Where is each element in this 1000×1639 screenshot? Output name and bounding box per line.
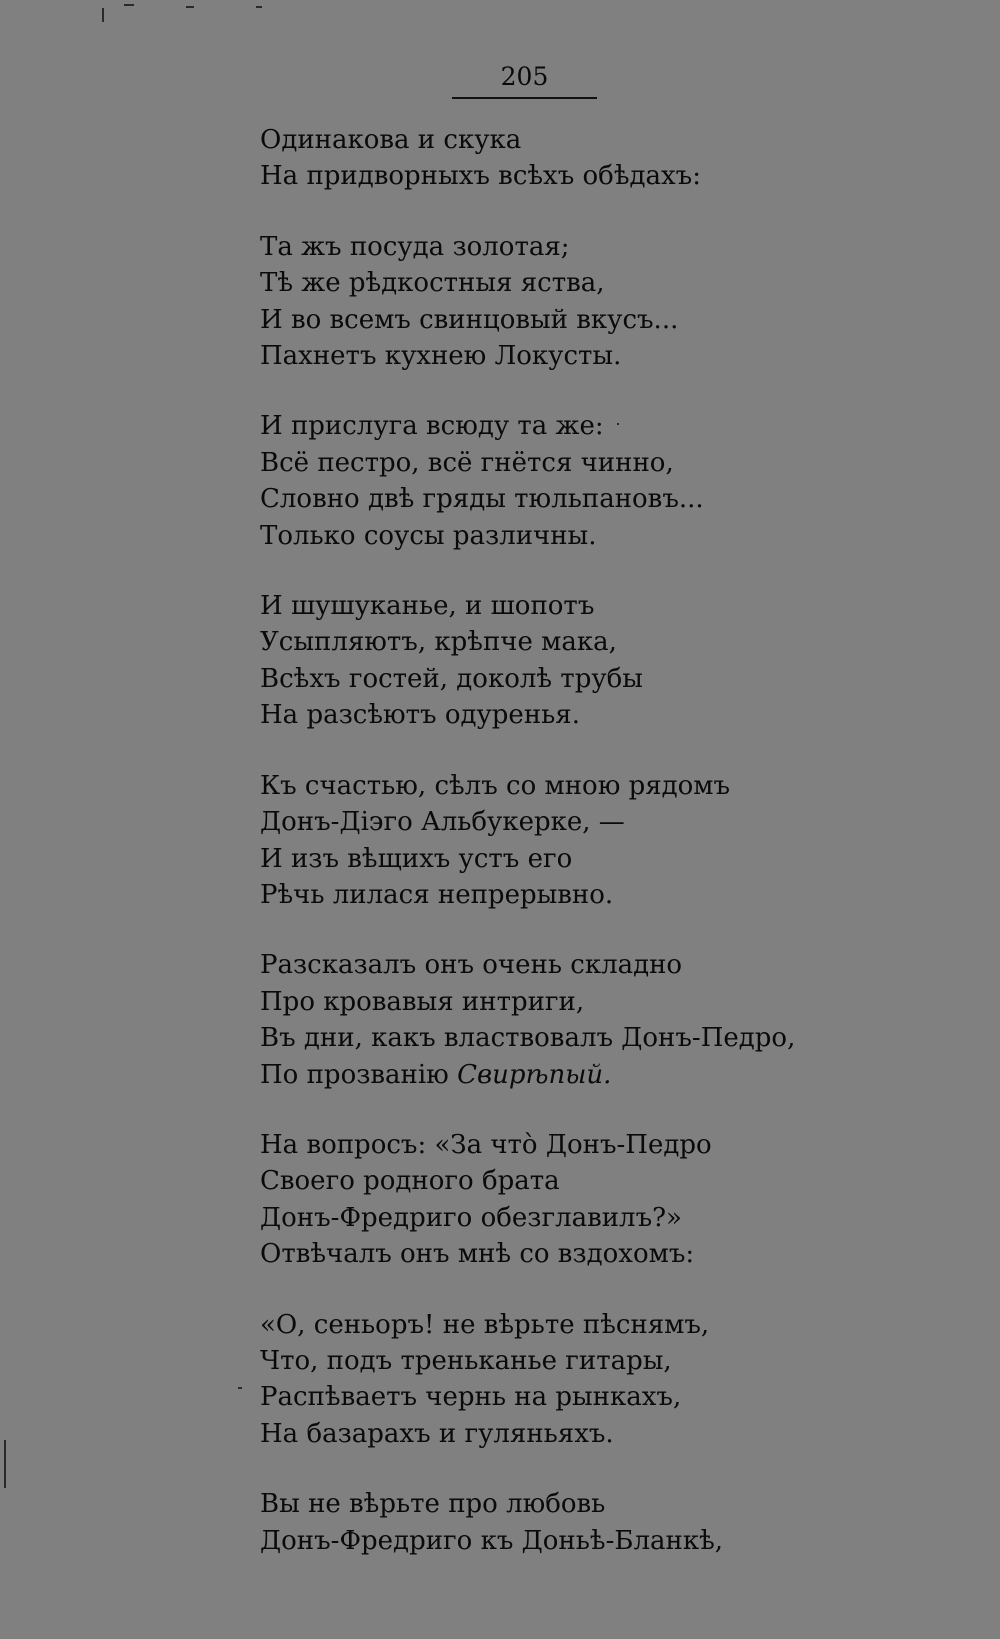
page-number-rule [452, 97, 597, 99]
poem-body [260, 122, 960, 1593]
verse-line: Пахнетъ кухнею Локусты. [260, 341, 622, 372]
verse-line: Что, подъ треньканье гитары, [260, 1345, 672, 1376]
verse-line: И изъ вѣщихъ устъ его [260, 843, 573, 874]
verse-line: Въ дни, какъ властвовалъ Донъ-Педро, [260, 1023, 796, 1054]
scan-speck [186, 6, 194, 8]
verse-line: Вы не вѣрьте про любовь [260, 1489, 606, 1520]
verse-line: На базарахъ и гуляньяхъ. [260, 1418, 614, 1449]
verse-line: Донъ-Діэго Альбукерке, — [260, 807, 625, 838]
verse-line: И шушуканье, и шопотъ [260, 591, 595, 622]
verse-line-with-italic [260, 1057, 960, 1093]
verse-line: Распѣваетъ чернь на рынкахъ, [260, 1382, 682, 1413]
verse-line: Та жъ посуда золотая; [260, 231, 570, 262]
scan-speck [102, 8, 104, 22]
scan-edge-mark [4, 1440, 6, 1488]
stanza [260, 1127, 960, 1273]
verse-line: «О, сеньоръ! не вѣрьте пѣснямъ, [260, 1309, 710, 1340]
stanza [260, 122, 960, 195]
verse-line: И прислуга всюду та же: [260, 411, 604, 442]
verse-line: Донъ-Фредриго къ Доньѣ-Бланкѣ, [260, 1525, 724, 1556]
verse-line: Только соусы различны. [260, 520, 597, 551]
verse-line: И во всемъ свинцовый вкусъ... [260, 304, 679, 335]
stanza [260, 1486, 960, 1559]
verse-line: Усыпляютъ, крѣпче мака, [260, 627, 617, 658]
stanza [260, 588, 960, 734]
verse-line: Про кровавыя интриги, [260, 986, 585, 1017]
stanza [260, 408, 960, 554]
italic-epithet: Свирѣпый. [457, 1059, 612, 1090]
verse-line: Своего родного брата [260, 1166, 560, 1197]
verse-line: Къ счастью, сѣлъ со мною рядомъ [260, 770, 731, 801]
stanza [260, 229, 960, 375]
scan-speck [124, 4, 134, 6]
verse-line: Донъ-Фредриго обезглавилъ?» [260, 1202, 682, 1233]
verse-text: По прозванію [260, 1059, 449, 1090]
verse-line: Всѣхъ гостей, доколѣ трубы [260, 663, 643, 694]
stanza [260, 947, 960, 1093]
verse-line: Одинакова и скука [260, 125, 522, 155]
verse-line: На разсѣютъ одуренья. [260, 700, 580, 731]
verse-line: Всё пестро, всё гнётся чинно, [260, 447, 674, 478]
page-number: 205 [500, 62, 549, 91]
scan-speck [238, 1387, 242, 1389]
verse-line: Разсказалъ онъ очень складно [260, 950, 683, 981]
stanza [260, 768, 960, 914]
verse-line: Отвѣчалъ онъ мнѣ со вздохомъ: [260, 1239, 695, 1270]
verse-line: На придворныхъ всѣхъ обѣдахъ: [260, 161, 701, 192]
stanza [260, 1307, 960, 1453]
verse-line: На вопросъ: «За что̀ Донъ-Педро [260, 1129, 712, 1160]
verse-line: Словно двѣ гряды тюльпановъ... [260, 484, 704, 515]
scan-speck [256, 6, 262, 8]
verse-line: Рѣчь лилася непрерывно. [260, 879, 614, 910]
verse-line: Тѣ же рѣдкостныя яства, [260, 268, 605, 299]
